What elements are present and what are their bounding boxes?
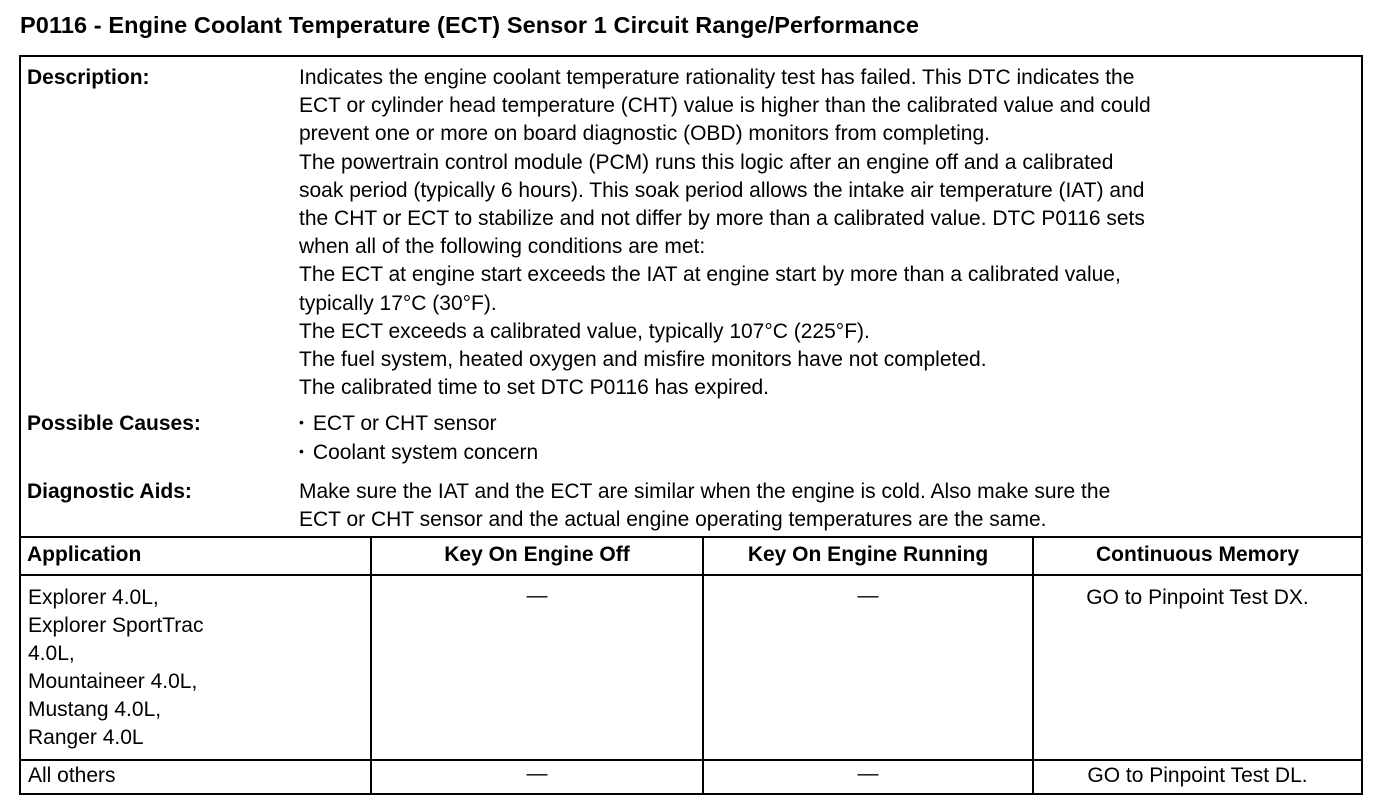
diagnostic-aids-text [299,478,1359,534]
column-header-koer: Key On Engine Running [747,543,989,566]
table-header-rule [19,574,1363,576]
continuous-memory-value: GO to Pinpoint Test DL. [1087,764,1308,787]
description-line: soak period (typically 6 hours). This soak period allows the intake air temperature (IAT) and [299,178,1145,202]
description-line: The ECT exceeds a calibrated value, typically 107°C (225°F). [299,319,870,343]
application-line: Mustang 4.0L, [28,698,162,721]
koeo-value: — [526,584,548,607]
application-line: Ranger 4.0L [28,726,144,749]
description-line: The calibrated time to set DTC P0116 has expired. [299,376,770,400]
application-line: 4.0L, [28,642,75,665]
table-row [28,584,203,752]
application-line: All others [28,764,116,787]
application-line: Explorer SportTrac [28,614,204,637]
table-row-rule [19,759,1363,761]
column-divider [702,536,704,793]
description-line: The ECT at engine start exceeds the IAT at engine start by more than a calibrated value, [299,263,1121,287]
column-header-application: Application [27,543,142,566]
description-line: The fuel system, heated oxygen and misfire monitors have not completed. [299,348,987,372]
description-line: prevent one or more on board diagnostic (OBD) monitors from completing. [299,122,990,146]
diagnostic-aids-line: Make sure the IAT and the ECT are similar when the engine is cold. Also make sure the [299,480,1111,503]
continuous-memory-value: GO to Pinpoint Test DX. [1086,586,1309,609]
possible-causes-list [299,410,538,468]
koer-value: — [857,584,879,607]
diagnostic-aids-label: Diagnostic Aids: [27,480,192,503]
table-top-rule [19,536,1363,538]
table-row [28,762,116,790]
description-text [299,64,1359,402]
column-divider [370,536,372,793]
list-item: • Coolant system concern [299,439,538,468]
description-line: when all of the following conditions are met: [299,235,706,259]
koer-value: — [857,762,879,785]
description-line: The powertrain control module (PCM) runs this logic after an engine off and a calibrated [299,150,1114,174]
description-label: Description: [27,66,150,89]
possible-causes-label: Possible Causes: [27,412,201,435]
koeo-value: — [526,762,548,785]
description-line: ECT or cylinder head temperature (CHT) value is higher than the calibrated value and could [299,94,1151,118]
description-line: typically 17°C (30°F). [299,291,497,315]
list-item: • ECT or CHT sensor [299,410,538,439]
application-line: Explorer 4.0L, [28,586,159,609]
page-title: P0116 - Engine Coolant Temperature (ECT) Sensor 1 Circuit Range/Performance [20,12,919,38]
application-line: Mountaineer 4.0L, [28,670,198,693]
diagnostic-aids-line: ECT or CHT sensor and the actual engine operating temperatures are the same. [299,508,1047,532]
column-divider [1032,536,1034,793]
description-line: Indicates the engine coolant temperature rationality test has failed. This DTC indicates the [299,66,1135,89]
column-header-continuous-memory: Continuous Memory [1096,543,1299,566]
column-header-koeo: Key On Engine Off [444,543,630,566]
description-line: the CHT or ECT to stabilize and not differ by more than a calibrated value. DTC P0116 sets [299,207,1145,231]
